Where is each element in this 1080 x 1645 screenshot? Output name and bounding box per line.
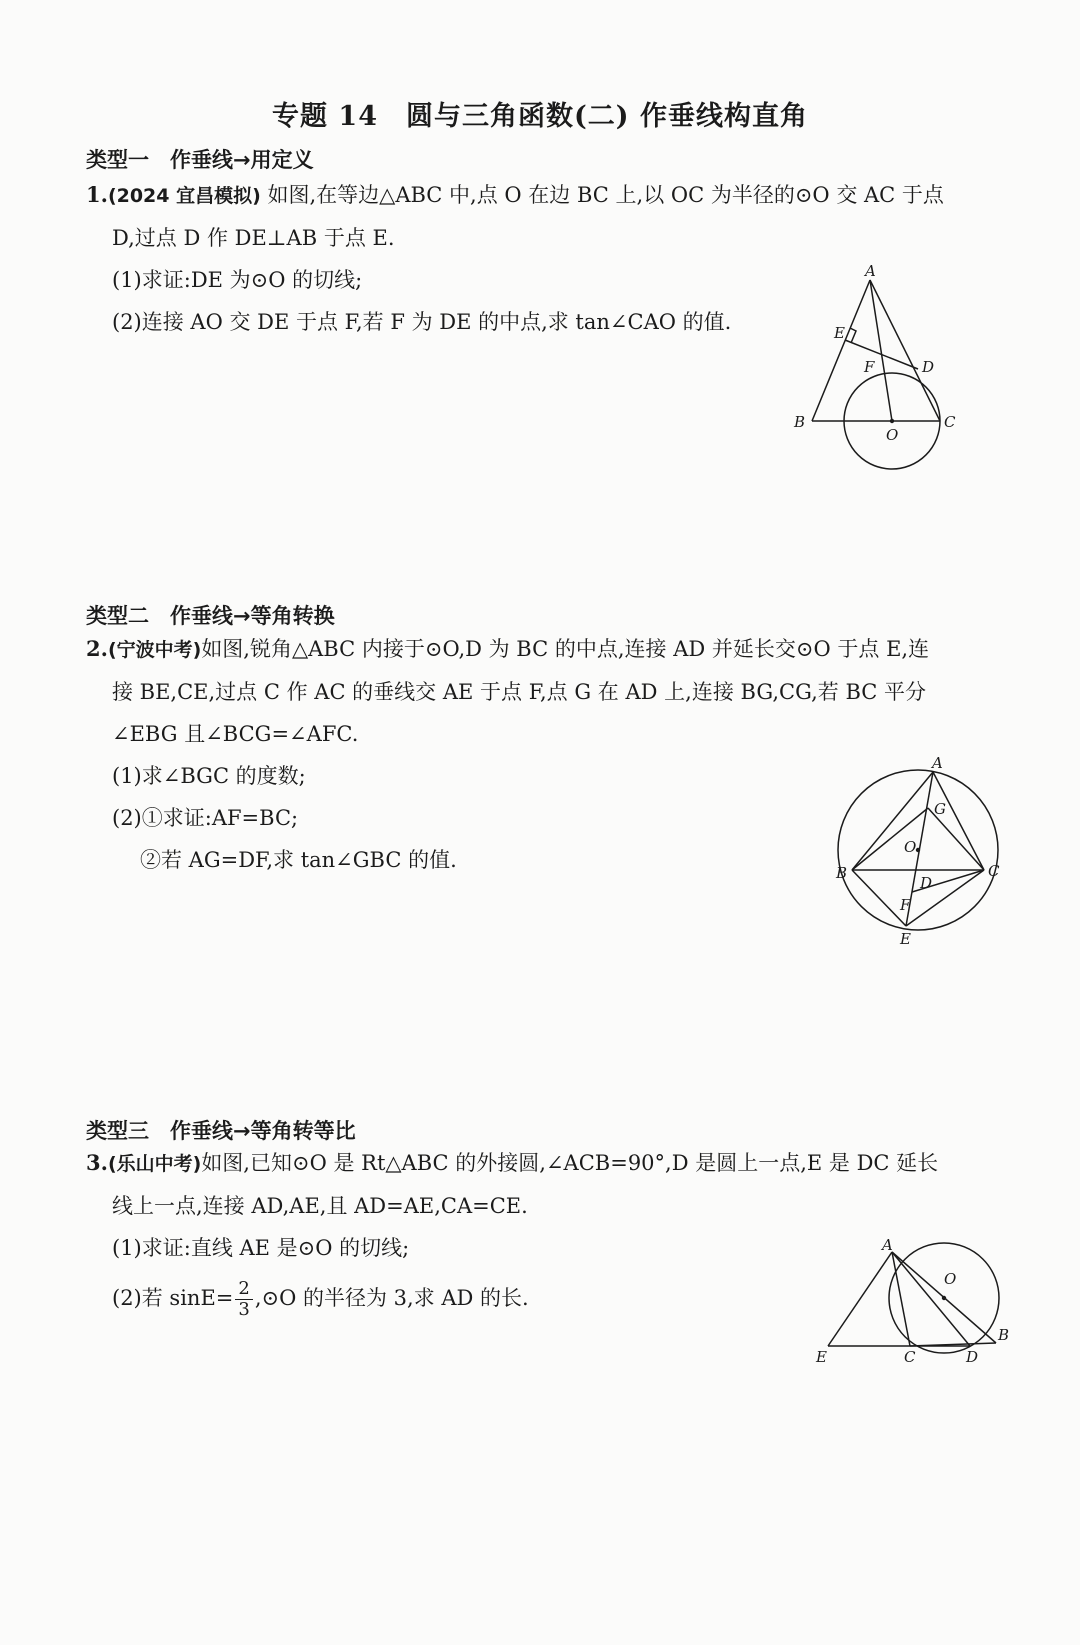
problem-text-line: 如图,在等边△ABC 中,点 O 在边 BC 上,以 OC 为半径的⊙O 交 AC 于点 xyxy=(260,183,944,207)
label-a: A xyxy=(865,262,876,280)
problem-number: 1. xyxy=(86,182,108,207)
problem-subquestion-1: (1)求证:直线 AE 是⊙O 的切线; xyxy=(112,1236,410,1260)
problem-source: (2024 宜昌模拟) xyxy=(107,185,261,207)
figure-problem-1 xyxy=(794,262,1000,478)
segment-ab xyxy=(852,772,933,870)
problem-subquestion-2: (2)连接 AO 交 DE 于点 F,若 F 为 DE 的中点,求 tan∠CAO 的值. xyxy=(112,310,732,334)
label-g: G xyxy=(934,800,946,818)
label-e: E xyxy=(900,930,911,948)
figure-problem-2 xyxy=(836,754,1020,950)
subquestion-text: ,⊙O 的半径为 3,求 AD 的长. xyxy=(254,1286,529,1310)
label-c: C xyxy=(988,862,1000,880)
segment-be xyxy=(852,870,906,926)
label-f: F xyxy=(900,896,911,914)
problem-subquestion-2b: ②若 AG=DF,求 tan∠GBC 的值. xyxy=(140,848,457,872)
label-a: A xyxy=(932,754,943,772)
label-b: B xyxy=(998,1326,1010,1344)
figure-problem-3 xyxy=(816,1236,1010,1370)
label-e: E xyxy=(834,324,845,342)
segment-bg xyxy=(852,808,928,870)
problem-subquestion-1: (1)求∠BGC 的度数; xyxy=(112,764,306,788)
page-title: 专题 14 圆与三角函数(二) 作垂线构直角 xyxy=(272,101,808,132)
label-o: O xyxy=(904,838,917,856)
problem-text-line: 线上一点,连接 AD,AE,且 AD=AE,CA=CE. xyxy=(112,1194,528,1218)
label-c: C xyxy=(944,413,956,431)
problem-source: (乐山中考) xyxy=(107,1153,202,1175)
fraction-two-thirds xyxy=(235,1279,252,1320)
segment-ad xyxy=(892,1252,970,1346)
point-o xyxy=(916,848,920,852)
point-o xyxy=(942,1296,946,1300)
right-angle-mark xyxy=(850,328,856,343)
label-e: E xyxy=(816,1348,827,1366)
label-d: D xyxy=(966,1348,979,1366)
problem-source: (宁波中考) xyxy=(107,639,202,661)
label-a: A xyxy=(882,1236,893,1254)
label-o: O xyxy=(886,426,899,444)
label-d: D xyxy=(922,358,935,376)
subquestion-text: (2)若 sinE= xyxy=(112,1286,234,1310)
section-heading-2: 类型二 作垂线→等角转换 xyxy=(86,604,335,628)
point-o xyxy=(890,419,894,423)
problem-text-line: 如图,锐角△ABC 内接于⊙O,D 为 BC 的中点,连接 AD 并延长交⊙O 于点 E,连 xyxy=(201,637,930,661)
label-f: F xyxy=(864,358,875,376)
section-heading-1: 类型一 作垂线→用定义 xyxy=(86,148,314,172)
problem-subquestion-1: (1)求证:DE 为⊙O 的切线; xyxy=(112,268,363,292)
fraction-denominator: 3 xyxy=(238,1299,250,1320)
problem-number: 3. xyxy=(86,1150,108,1175)
segment-ae xyxy=(828,1252,892,1346)
fraction-numerator: 2 xyxy=(235,1279,252,1300)
label-o: O xyxy=(944,1270,957,1288)
problem-text-line: 如图,已知⊙O 是 Rt△ABC 的外接圆,∠ACB=90°,D 是圆上一点,E 是 DC 延长 xyxy=(201,1151,939,1175)
problem-text-line: ∠EBG 且∠BCG=∠AFC. xyxy=(112,722,359,746)
label-b: B xyxy=(836,864,848,882)
label-d: D xyxy=(920,874,933,892)
problem-text-line: 接 BE,CE,过点 C 作 AC 的垂线交 AE 于点 F,点 G 在 AD 上,连接 BG,CG,若 BC 平分 xyxy=(112,680,927,704)
segment-ab xyxy=(812,280,870,421)
problem-text-line: D,过点 D 作 DE⊥AB 于点 E. xyxy=(112,226,395,250)
problem-subquestion-2: (2)①求证:AF=BC; xyxy=(112,806,299,830)
problem-number: 2. xyxy=(86,636,108,661)
label-b: B xyxy=(794,413,806,431)
label-c: C xyxy=(904,1348,916,1366)
section-heading-3: 类型三 作垂线→等角转等比 xyxy=(86,1119,356,1143)
segment-ce xyxy=(906,870,984,926)
